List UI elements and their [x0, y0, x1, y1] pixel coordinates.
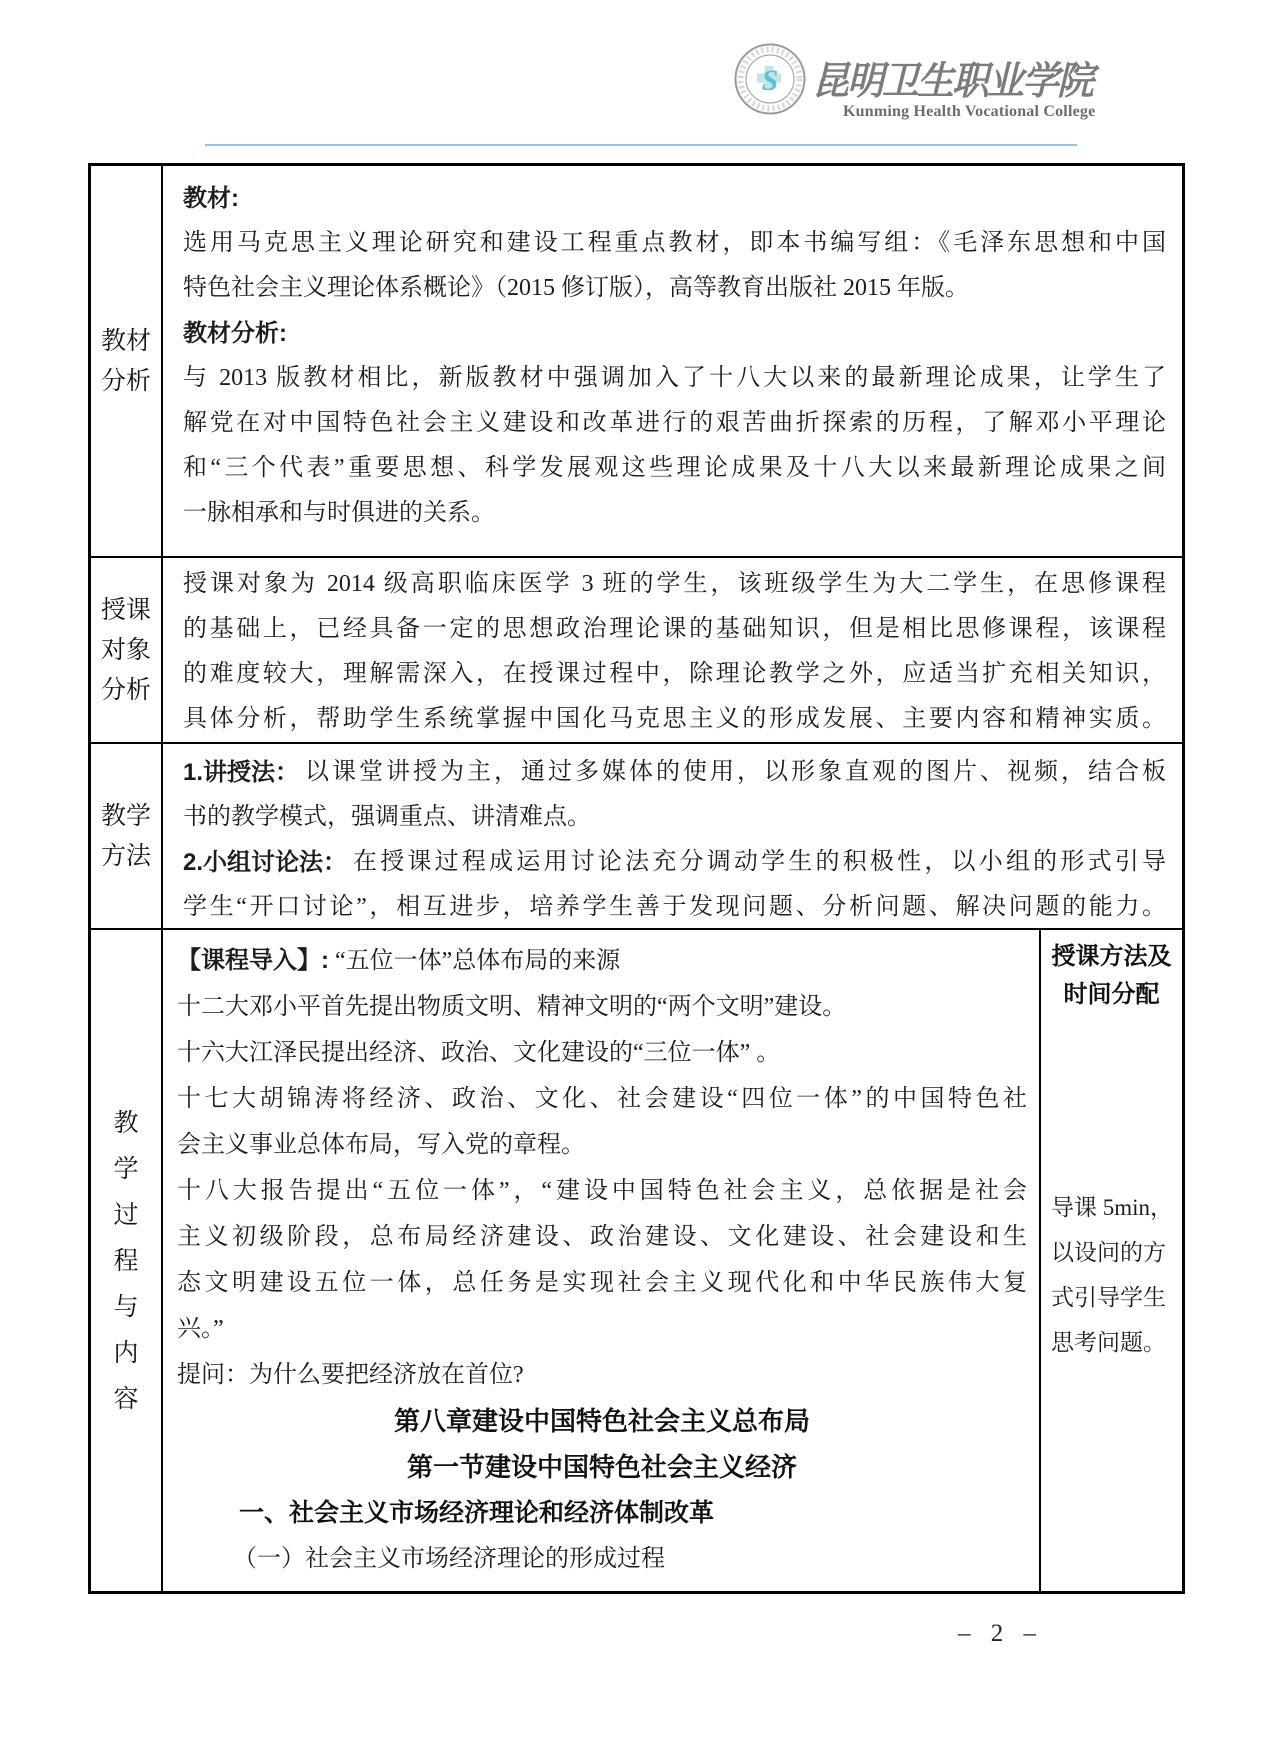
text-line: 兴。” — [177, 1316, 224, 1342]
question-line: 提问：为什么要把经济放在首位? — [177, 1362, 524, 1388]
time-allocation-note — [1051, 1185, 1176, 1365]
text-line — [183, 840, 1166, 885]
subsection-title: 一、社会主义市场经济理论和经济体制改革 — [239, 1499, 715, 1527]
row-header-line: 程 — [113, 1246, 139, 1275]
cell-material-analysis — [163, 166, 1182, 556]
row-header-teaching-methods — [91, 744, 163, 928]
text-line: 和“三个代表”重要思想、科学发展观这些理论成果及十八大以来最新理论成果之间 — [183, 455, 1166, 481]
note-line: 式引导学生 — [1051, 1285, 1166, 1310]
row-header-line: 授课 — [100, 596, 151, 624]
row-header-line: 分析 — [100, 676, 151, 704]
row-header-line: 教 — [113, 1108, 139, 1137]
text-line: 选用马克思主义理论研究和建设工程重点教材，即本书编写组：《毛泽东思想和中国 — [183, 230, 1166, 256]
text-line: 特色社会主义理论体系概论》（2015 修订版），高等教育出版社 2015 年版。 — [183, 275, 969, 301]
text-line: 学生“开口讨论”，相互进步，培养学生善于发现问题、分析问题、解决问题的能力。 — [183, 894, 1166, 920]
row-header-audience-analysis — [91, 558, 163, 742]
row-header-line: 过 — [113, 1200, 139, 1229]
cell-method-time-allocation — [1039, 930, 1182, 1591]
row-header-line: 教学 — [100, 802, 151, 830]
text-line: 会主义事业总体布局，写入党的章程。 — [177, 1132, 585, 1158]
row-header-line: 对象 — [100, 636, 151, 664]
row-header-line: 学 — [113, 1154, 139, 1183]
text-line: 十八大报告提出“五位一体”，“建设中国特色社会主义，总依据是社会 — [177, 1178, 1027, 1204]
text-line: 的难度较大，理解需深入，在授课过程中，除理论教学之外，应适当扩充相关知识， — [183, 661, 1166, 687]
text-line — [183, 750, 1166, 795]
label-textbook-analysis: 教材分析: — [183, 320, 287, 347]
row-header-line: 方法 — [100, 842, 151, 870]
cell-audience-analysis — [163, 558, 1182, 742]
text-line: 主义初级阶段，总布局经济建设、政治建设、文化建设、社会建设和生 — [177, 1224, 1027, 1250]
page-number: – 2 – — [958, 1620, 1036, 1647]
row-header-line: 教材 — [100, 327, 151, 355]
row-audience-analysis — [91, 556, 1182, 742]
section-title: 第一节建设中国特色社会主义经济 — [406, 1452, 797, 1482]
course-intro-line — [177, 938, 1027, 984]
method-time-header — [1041, 938, 1182, 1014]
text-line: 十二大邓小平首先提出物质文明、精神文明的“两个文明”建设。 — [177, 994, 847, 1020]
subsection-item: （一）社会主义市场经济理论的形成过程 — [233, 1546, 665, 1572]
lesson-plan-table — [88, 163, 1185, 1594]
label-textbook: 教材: — [183, 185, 239, 212]
text-line: 态文明建设五位一体，总任务是实现社会主义现代化和中华民族伟大复 — [177, 1270, 1027, 1296]
college-name-calligraphy: 昆明卫生职业学院 — [812, 57, 1092, 104]
text-line: 书的教学模式，强调重点、讲清难点。 — [183, 804, 591, 830]
text-span: “五位一体”总体布局的来源 — [335, 948, 621, 974]
row-header-line: 与 — [113, 1292, 139, 1321]
note-line: 以设问的方 — [1051, 1240, 1166, 1265]
college-seal-logo — [733, 42, 807, 116]
text-line: 的基础上，已经具备一定的思想政治理论课的基础知识，但是相比思修课程，该课程 — [183, 616, 1166, 642]
header-line: 授课方法及 — [1051, 943, 1172, 970]
text-span: 以课堂讲授为主，通过多媒体的使用，以形象直观的图片、视频，结合板 — [305, 759, 1166, 785]
text-line: 具体分析，帮助学生系统掌握中国化马克思主义的形成发展、主要内容和精神实质。 — [183, 706, 1166, 732]
row-header-line: 分析 — [100, 367, 151, 395]
row-header-teaching-process — [91, 930, 163, 1591]
cell-teaching-process — [163, 930, 1039, 1591]
note-line: 导课 5min， — [1051, 1195, 1174, 1220]
college-name-english: Kunming Health Vocational College — [843, 103, 1096, 120]
label-lecture-method: 1.讲授法： — [183, 759, 300, 786]
text-line: 授课对象为 2014 级高职临床医学 3 班的学生，该班级学生为大二学生，在思修课程 — [183, 571, 1166, 597]
cell-teaching-methods — [163, 744, 1182, 928]
text-span: 在授课过程成运用讨论法充分调动学生的积极性，以小组的形式引导 — [353, 849, 1166, 875]
text-line: 与 2013 版教材相比，新版教材中强调加入了十八大以来的最新理论成果，让学生了 — [183, 365, 1166, 391]
header-accent-line — [205, 144, 1077, 146]
text-line: 解党在对中国特色社会主义建设和改革进行的艰苦曲折探索的历程，了解邓小平理论 — [183, 410, 1166, 436]
note-line: 思考问题。 — [1051, 1330, 1166, 1355]
text-line: 十七大胡锦涛将经济、政治、文化、社会建设“四位一体”的中国特色社 — [177, 1086, 1027, 1112]
row-header-material-analysis — [91, 166, 163, 556]
header-line: 时间分配 — [1063, 981, 1160, 1008]
text-line: 一脉相承和与时俱进的关系。 — [183, 500, 495, 526]
text-line: 十六大江泽民提出经济、政治、文化建设的“三位一体” 。 — [177, 1040, 781, 1066]
row-material-analysis — [91, 166, 1182, 556]
row-header-line: 容 — [113, 1384, 139, 1413]
row-teaching-methods — [91, 742, 1182, 928]
label-group-discussion-method: 2.小组讨论法： — [183, 849, 348, 876]
label-course-intro: 【课程导入】: — [177, 947, 329, 974]
row-teaching-process — [91, 928, 1182, 1591]
chapter-title: 第八章建设中国特色社会主义总布局 — [393, 1406, 810, 1436]
svg-text:S: S — [761, 64, 779, 97]
row-header-line: 内 — [113, 1338, 139, 1367]
